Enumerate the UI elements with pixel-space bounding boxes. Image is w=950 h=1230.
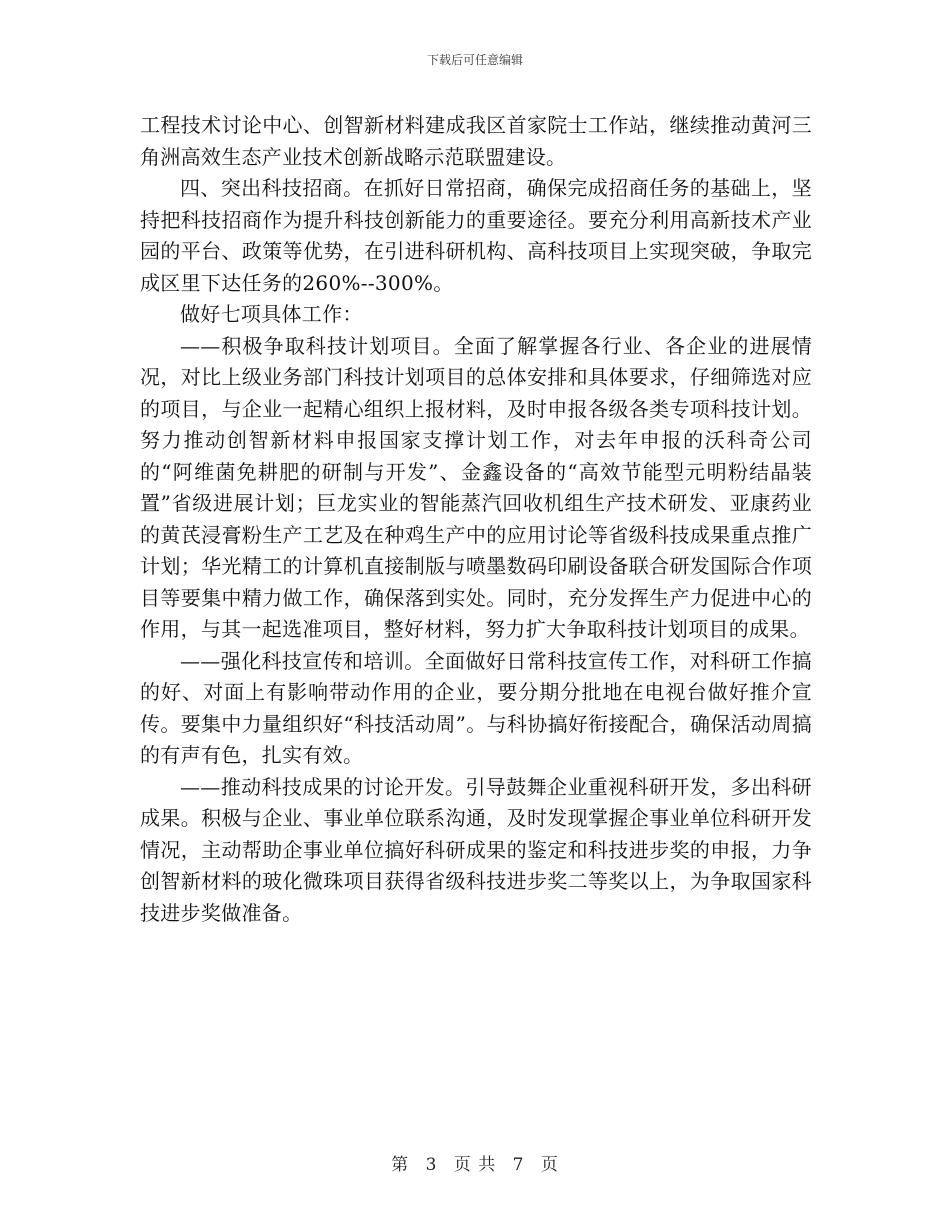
paragraph-tech-achievements: ——推动科技成果的讨论开发。引导鼓舞企业重视科研开发，多出科研成果。积极与企业、事业单位联系沟通，及时发现掌握企事业单位科研开发情况，主动帮助企事业单位搞好科研成果的鉴定和科技进步奖的申报，力争创智新材料的玻化微珠项目获得省级科技进步奖二等奖以上，为争取国家科技进步奖做准备。 [140, 774, 812, 925]
paragraph-seven-tasks-heading: 做好七项具体工作： [180, 302, 363, 326]
paragraph-tech-investment: 四、突出科技招商。在抓好日常招商，确保完成招商任务的基础上，坚持把科技招商作为提升科技创新能力的重要途径。要充分利用高新技术产业园的平台、政策等优势，在引进科研机构、高科技项目上实现突破，争取完成区里下达任务的260%--300%。 [140, 176, 812, 295]
page-number-middle: 页 共 [453, 1155, 497, 1175]
page-number-prefix: 第 [391, 1155, 410, 1175]
page-number-suffix: 页 [540, 1155, 559, 1175]
page-header: 下载后可任意编辑 [426, 53, 523, 67]
current-page-number: 3 [425, 1155, 438, 1175]
paragraph-tech-plan-projects: ——积极争取科技计划项目。全面了解掌握各行业、各企业的进展情况，对比上级业务部门科技计划项目的总体安排和具体要求，仔细筛选对应的项目，与企业一起精心组织上报材料，及时申报各级各类专项科技计划。努力推动创智新材料申报国家支撑计划工作，对去年申报的沃科奇公司的“阿维菌免耕肥的研制与开发”、金鑫设备的“高效节能型元明粉结晶装置”省级进展计划；巨龙实业的智能蒸汽回收机组生产技术研发、亚康药业的黄芪浸膏粉生产工艺及在种鸡生产中的应用讨论等省级科技成果重点推广计划；华光精工的计算机直接制版与喷墨数码印刷设备联合研发国际合作项目等要集中精力做工作，确保落到实处。同时，充分发挥生产力促进中心的作用，与其一起选准项目，整好材料，努力扩大争取科技计划项目的成果。 [140, 333, 812, 641]
document-body [140, 110, 812, 929]
page-footer [0, 1154, 950, 1176]
paragraph-tech-publicity: ——强化科技宣传和培训。全面做好日常科技宣传工作，对科研工作搞的好、对面上有影响带动作用的企业，要分期分批地在电视台做好推介宣传。要集中力量组织好“科技活动周”。与科协搞好衔接配合，确保活动周搞的有声有色，扎实有效。 [140, 648, 812, 767]
paragraph-continuation: 工程技术讨论中心、创智新材料建成我区首家院士工作站，继续推动黄河三角洲高效生态产业技术创新战略示范联盟建设。 [140, 113, 812, 169]
total-pages-number: 7 [512, 1155, 525, 1175]
